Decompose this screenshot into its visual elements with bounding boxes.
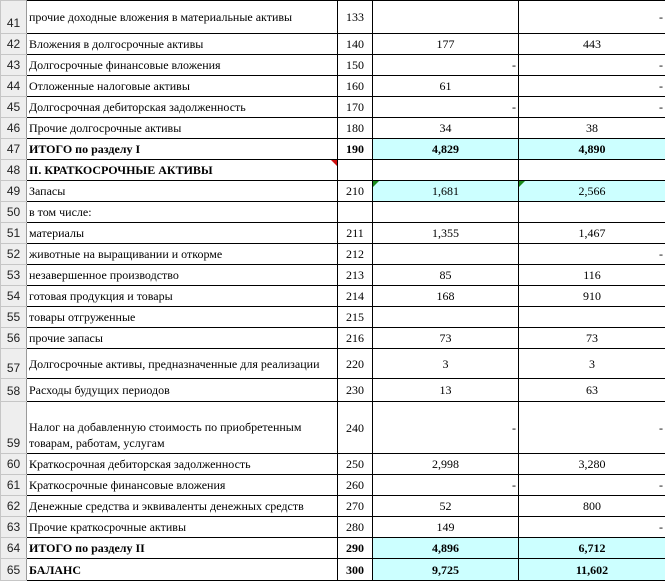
cell-value-text: - xyxy=(512,478,516,492)
cell-value-text: - xyxy=(659,247,663,261)
cell-line-item[interactable] xyxy=(27,349,338,379)
cell-value-text: 443 xyxy=(583,37,601,51)
cell-value-text: 73 xyxy=(586,331,598,345)
cell-value-text: 1,467 xyxy=(578,226,606,240)
cell-value-text: - xyxy=(659,10,663,24)
cell-value-text: - xyxy=(659,100,663,114)
row-header[interactable]: 60 xyxy=(1,454,27,475)
cell-value-text: - xyxy=(659,478,663,492)
cell-value-text: 11,602 xyxy=(575,562,609,577)
cell-value-text: - xyxy=(512,100,516,114)
line-item-label: Долгосрочная дебиторская задолженность xyxy=(29,100,246,114)
cell-value-end[interactable] xyxy=(519,538,665,559)
row-header[interactable]: 44 xyxy=(1,76,27,97)
cell-value-end[interactable] xyxy=(519,139,665,160)
cell-value-end[interactable] xyxy=(519,349,665,379)
cell-value-text: 116 xyxy=(583,268,601,282)
cell-value-end[interactable] xyxy=(519,1,665,34)
table-row xyxy=(1,139,665,160)
cell-value-end[interactable] xyxy=(519,475,665,496)
cell-value-end[interactable] xyxy=(519,202,665,223)
cell-value-end[interactable] xyxy=(519,265,665,286)
cell-value-start[interactable] xyxy=(373,328,519,349)
row-header[interactable]: 47 xyxy=(1,139,27,160)
row-header[interactable]: 42 xyxy=(1,34,27,55)
line-item-label: Отложенные налоговые активы xyxy=(29,79,190,93)
row-header[interactable]: 51 xyxy=(1,223,27,244)
cell-value-start[interactable] xyxy=(373,307,519,328)
cell-line-item[interactable] xyxy=(27,34,338,55)
cell-value-start[interactable] xyxy=(373,496,519,517)
cell-code[interactable]: 220 xyxy=(338,349,373,379)
cell-line-item[interactable] xyxy=(27,223,338,244)
cell-line-item[interactable] xyxy=(27,181,338,202)
cell-value-text: 800 xyxy=(583,499,601,513)
row-header[interactable]: 62 xyxy=(1,496,27,517)
cell-value-text: 1,681 xyxy=(432,184,459,198)
cell-code[interactable]: 300 xyxy=(338,559,373,581)
cell-code[interactable]: 210 xyxy=(338,181,373,202)
cell-code[interactable]: 260 xyxy=(338,475,373,496)
cell-code[interactable]: 213 xyxy=(338,265,373,286)
cell-code[interactable]: 211 xyxy=(338,223,373,244)
cell-value-start[interactable] xyxy=(373,139,519,160)
cell-value-start[interactable] xyxy=(373,244,519,265)
cell-value-end[interactable] xyxy=(519,34,665,55)
line-item-label: Долгосрочные финансовые вложения xyxy=(29,58,221,72)
cell-code[interactable] xyxy=(338,202,373,223)
cell-value-start[interactable] xyxy=(373,538,519,559)
cell-value-end[interactable] xyxy=(519,454,665,475)
cell-value-text: 85 xyxy=(439,268,452,282)
line-item-label: прочие запасы xyxy=(29,331,103,345)
cell-code[interactable]: 190 xyxy=(338,139,373,160)
cell-value-end[interactable] xyxy=(519,118,665,139)
cell-code[interactable]: 212 xyxy=(338,244,373,265)
row-header[interactable]: 59 xyxy=(1,402,27,454)
cell-value-text: 2,998 xyxy=(432,457,459,471)
cell-line-item[interactable] xyxy=(27,265,338,286)
cell-line-item[interactable] xyxy=(27,538,338,559)
cell-line-item[interactable] xyxy=(27,139,338,160)
cell-code[interactable]: 270 xyxy=(338,496,373,517)
line-item-label: II. КРАТКОСРОЧНЫЕ АКТИВЫ xyxy=(29,163,213,177)
cell-value-text: - xyxy=(659,520,663,534)
cell-value-text: - xyxy=(659,79,663,93)
table-row xyxy=(1,181,665,202)
cell-value-end[interactable] xyxy=(519,307,665,328)
table-row xyxy=(1,286,665,307)
cell-line-item[interactable] xyxy=(27,1,338,34)
table-row xyxy=(1,223,665,244)
line-item-label: Прочие краткосрочные активы xyxy=(29,520,187,534)
cell-line-item[interactable] xyxy=(27,328,338,349)
cell-value-start[interactable] xyxy=(373,97,519,118)
row-header[interactable]: 61 xyxy=(1,475,27,496)
cell-code[interactable]: 230 xyxy=(338,379,373,402)
table-row xyxy=(1,160,665,181)
cell-value-text: 3 xyxy=(442,356,449,371)
cell-code[interactable]: 170 xyxy=(338,97,373,118)
cell-value-text: 73 xyxy=(439,331,452,345)
cell-value-text: 910 xyxy=(583,289,601,303)
cell-value-text: - xyxy=(659,420,663,435)
error-indicator-icon[interactable] xyxy=(373,181,379,187)
line-item-label: Долгосрочные активы, предназначенные для реализации xyxy=(29,356,320,371)
cell-code[interactable]: 160 xyxy=(338,76,373,97)
cell-line-item[interactable] xyxy=(27,97,338,118)
cell-code[interactable]: 215 xyxy=(338,307,373,328)
table-row xyxy=(1,402,665,454)
row-header[interactable]: 58 xyxy=(1,379,27,402)
cell-value-end[interactable] xyxy=(519,496,665,517)
cell-line-item[interactable] xyxy=(27,517,338,538)
line-item-label: Денежные средства и эквиваленты денежных средств xyxy=(29,499,304,513)
cell-line-item[interactable] xyxy=(27,454,338,475)
table-row xyxy=(1,202,665,223)
cell-value-end[interactable] xyxy=(519,402,665,454)
table-row xyxy=(1,475,665,496)
cell-value-start[interactable] xyxy=(373,265,519,286)
line-item-label: ИТОГО по разделу I xyxy=(29,142,141,156)
cell-value-start[interactable] xyxy=(373,76,519,97)
table-row xyxy=(1,118,665,139)
row-header[interactable]: 41 xyxy=(1,1,27,34)
row-header[interactable]: 52 xyxy=(1,244,27,265)
cell-value-end[interactable] xyxy=(519,160,665,181)
cell-value-text: 4,829 xyxy=(432,142,459,156)
table-row xyxy=(1,97,665,118)
cell-value-start[interactable] xyxy=(373,1,519,34)
table-row xyxy=(1,307,665,328)
line-item-label: Вложения в долгосрочные активы xyxy=(29,37,204,51)
line-item-label: товары отгруженные xyxy=(29,310,136,324)
cell-value-text: - xyxy=(512,58,516,72)
cell-value-text: - xyxy=(659,58,663,72)
cell-value-start[interactable] xyxy=(373,223,519,244)
line-item-label: прочие доходные вложения в материальные активы xyxy=(29,9,293,24)
line-item-label: Прочие долгосрочные активы xyxy=(29,121,182,135)
cell-line-item[interactable] xyxy=(27,160,338,181)
line-item-label: Расходы будущих периодов xyxy=(29,383,170,397)
table-row xyxy=(1,538,665,559)
cell-value-text: - xyxy=(512,420,516,435)
cell-value-text: 2,566 xyxy=(578,184,606,198)
cell-line-item[interactable] xyxy=(27,118,338,139)
cell-value-start[interactable] xyxy=(373,55,519,76)
cell-value-start[interactable] xyxy=(373,286,519,307)
cell-code[interactable]: 216 xyxy=(338,328,373,349)
cell-value-end[interactable] xyxy=(519,55,665,76)
row-header[interactable]: 63 xyxy=(1,517,27,538)
table-row xyxy=(1,349,665,379)
cell-code[interactable]: 180 xyxy=(338,118,373,139)
cell-value-text: 63 xyxy=(586,383,598,397)
row-header[interactable]: 46 xyxy=(1,118,27,139)
cell-value-start[interactable] xyxy=(373,118,519,139)
cell-code[interactable] xyxy=(338,160,373,181)
cell-value-text: 168 xyxy=(436,289,455,303)
cell-code[interactable]: 280 xyxy=(338,517,373,538)
comment-indicator-icon[interactable] xyxy=(331,160,337,166)
line-item-label: Краткосрочная дебиторская задолженность xyxy=(29,457,251,471)
cell-value-start[interactable] xyxy=(373,379,519,402)
cell-value-start[interactable] xyxy=(373,517,519,538)
cell-line-item[interactable] xyxy=(27,402,338,454)
cell-line-item[interactable] xyxy=(27,202,338,223)
cell-value-text: 52 xyxy=(439,499,452,513)
cell-line-item[interactable] xyxy=(27,244,338,265)
line-item-label: материалы xyxy=(29,226,85,240)
line-item-label: Налог на добавленную стоимость по приобретенным товарам, работам, услугам xyxy=(29,420,302,450)
cell-value-end[interactable] xyxy=(519,244,665,265)
row-header[interactable]: 53 xyxy=(1,265,27,286)
row-header[interactable]: 50 xyxy=(1,202,27,223)
cell-value-start[interactable] xyxy=(373,402,519,454)
cell-code[interactable]: 150 xyxy=(338,55,373,76)
table-row xyxy=(1,1,665,34)
cell-value-end[interactable] xyxy=(519,181,665,202)
cell-value-text: 149 xyxy=(436,520,455,534)
table-row xyxy=(1,55,665,76)
cell-value-end[interactable] xyxy=(519,379,665,402)
cell-line-item[interactable] xyxy=(27,307,338,328)
cell-line-item[interactable] xyxy=(27,55,338,76)
cell-value-text: 13 xyxy=(439,383,452,397)
cell-value-start[interactable] xyxy=(373,34,519,55)
cell-value-text: 61 xyxy=(439,79,452,93)
line-item-label: незавершенное производство xyxy=(29,268,179,282)
cell-value-text: 3 xyxy=(589,356,595,371)
table-row xyxy=(1,244,665,265)
row-header[interactable]: 54 xyxy=(1,286,27,307)
row-header[interactable]: 65 xyxy=(1,559,27,581)
row-header[interactable]: 55 xyxy=(1,307,27,328)
cell-value-end[interactable] xyxy=(519,559,665,581)
cell-value-start[interactable] xyxy=(373,349,519,379)
line-item-label: в том числе: xyxy=(29,205,92,219)
cell-value-end[interactable] xyxy=(519,286,665,307)
line-item-label: Запасы xyxy=(29,184,66,198)
error-indicator-icon[interactable] xyxy=(519,181,525,187)
line-item-label: готовая продукция и товары xyxy=(29,289,173,303)
table-row xyxy=(1,76,665,97)
cell-code[interactable]: 240 xyxy=(338,402,373,454)
table-row xyxy=(1,496,665,517)
cell-value-text: 177 xyxy=(436,37,455,51)
cell-line-item[interactable] xyxy=(27,475,338,496)
line-item-label: ИТОГО по разделу II xyxy=(29,541,145,555)
cell-value-start[interactable] xyxy=(373,475,519,496)
cell-value-start[interactable] xyxy=(373,454,519,475)
row-header[interactable]: 48 xyxy=(1,160,27,181)
cell-value-start[interactable] xyxy=(373,559,519,581)
cell-value-text: 9,725 xyxy=(432,562,459,577)
cell-value-text: 4,896 xyxy=(432,541,459,555)
row-header[interactable]: 56 xyxy=(1,328,27,349)
cell-code[interactable]: 214 xyxy=(338,286,373,307)
row-header[interactable]: 64 xyxy=(1,538,27,559)
cell-code[interactable]: 250 xyxy=(338,454,373,475)
cell-value-start[interactable] xyxy=(373,181,519,202)
line-item-label: Краткосрочные финансовые вложения xyxy=(29,478,226,492)
cell-value-end[interactable] xyxy=(519,223,665,244)
cell-value-text: 3,280 xyxy=(578,457,606,471)
cell-line-item[interactable] xyxy=(27,559,338,581)
cell-code[interactable]: 290 xyxy=(338,538,373,559)
line-item-label: БАЛАНС xyxy=(29,562,82,577)
cell-value-end[interactable] xyxy=(519,328,665,349)
table-row xyxy=(1,328,665,349)
row-header[interactable]: 49 xyxy=(1,181,27,202)
cell-value-start[interactable] xyxy=(373,202,519,223)
cell-value-text: 4,890 xyxy=(578,142,606,156)
cell-value-text: 1,355 xyxy=(432,226,459,240)
cell-value-end[interactable] xyxy=(519,76,665,97)
table-row xyxy=(1,265,665,286)
cell-value-end[interactable] xyxy=(519,97,665,118)
row-header[interactable]: 45 xyxy=(1,97,27,118)
cell-line-item[interactable] xyxy=(27,379,338,402)
row-header[interactable]: 43 xyxy=(1,55,27,76)
cell-code[interactable]: 133 xyxy=(338,1,373,34)
table-row xyxy=(1,559,665,581)
table-row xyxy=(1,517,665,538)
cell-value-text: 38 xyxy=(586,121,598,135)
cell-line-item[interactable] xyxy=(27,76,338,97)
cell-line-item[interactable] xyxy=(27,286,338,307)
cell-value-text: 34 xyxy=(439,121,452,135)
cell-value-start[interactable] xyxy=(373,160,519,181)
cell-value-end[interactable] xyxy=(519,517,665,538)
cell-code[interactable]: 140 xyxy=(338,34,373,55)
table-row xyxy=(1,454,665,475)
cell-value-text: 6,712 xyxy=(578,541,606,555)
cell-line-item[interactable] xyxy=(27,496,338,517)
row-header[interactable]: 57 xyxy=(1,349,27,379)
line-item-label: животные на выращивании и откорме xyxy=(29,247,223,261)
table-row xyxy=(1,379,665,402)
table-row xyxy=(1,34,665,55)
